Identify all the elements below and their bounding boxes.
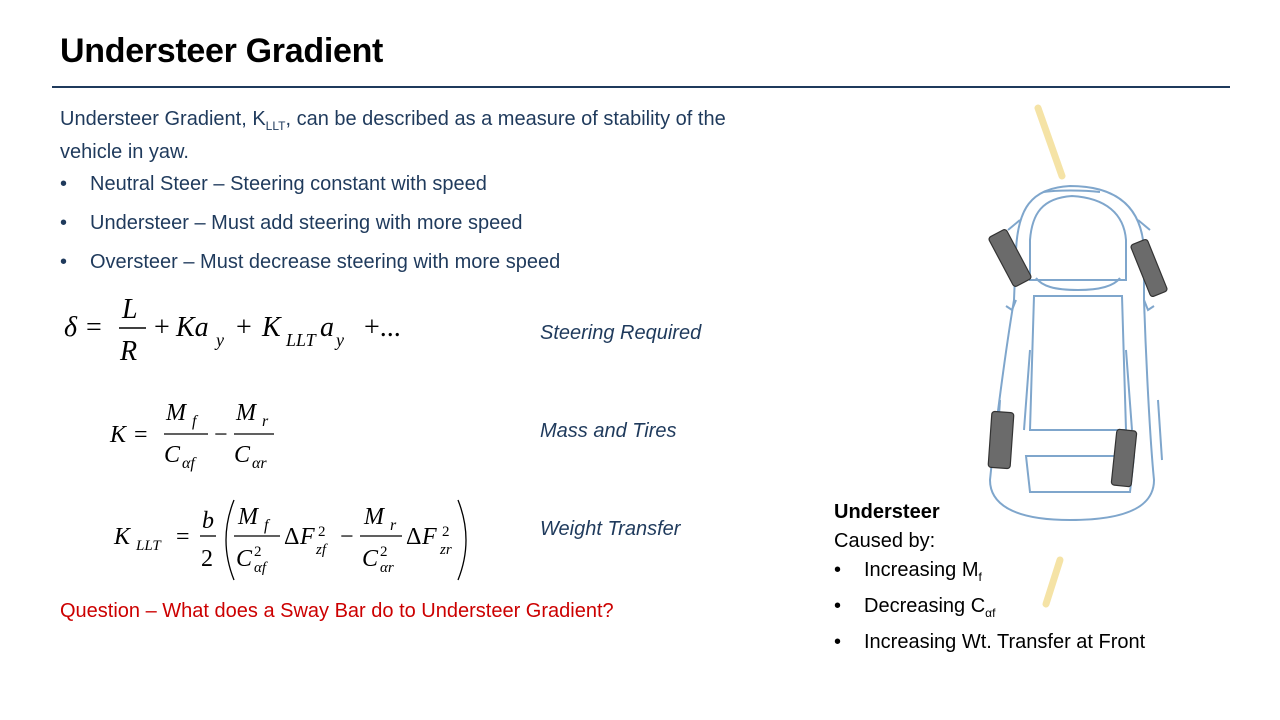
understeer-causes [834, 498, 1145, 657]
svg-text:δ: δ [64, 312, 78, 343]
svg-text:a: a [320, 312, 334, 343]
equation-weight-transfer [114, 494, 484, 591]
svg-text:+...: +... [364, 312, 401, 343]
list-item: • Neutral Steer – Steering constant with speed [60, 173, 487, 195]
svg-text:Ka: Ka [176, 312, 209, 343]
svg-text:LLT: LLT [136, 538, 161, 554]
bullet-icon: • [834, 631, 842, 653]
bullet-icon: • [834, 559, 842, 581]
definition-list [60, 171, 560, 288]
svg-text:K: K [262, 312, 281, 343]
svg-text:M: M [238, 504, 258, 530]
front-right-tire [1130, 239, 1168, 298]
front-left-tire [988, 229, 1032, 288]
list-item: • Decreasing $C_{\alpha f}$ [834, 592, 1145, 628]
svg-text:Δ: Δ [406, 524, 422, 550]
svg-text:C: C [362, 546, 379, 572]
svg-text:R: R [120, 336, 138, 367]
svg-text:−: − [340, 524, 354, 550]
svg-text:F: F [422, 524, 437, 550]
svg-text:+: + [154, 312, 170, 343]
list-item: • Increasing $M_f$ [834, 556, 1145, 592]
rear-left-tire [988, 411, 1014, 468]
title-divider [52, 86, 1230, 88]
list-item: • Oversteer – Must decrease steering with more speed [60, 251, 561, 273]
svg-text:zf: zf [316, 542, 327, 558]
svg-text:K: K [114, 524, 131, 550]
caused-by-label: Caused by: [834, 530, 936, 552]
svg-text:C: C [234, 442, 251, 468]
svg-text:αf: αf [254, 560, 267, 576]
svg-text:K: K [110, 422, 127, 448]
svg-text:LLT: LLT [286, 330, 316, 350]
svg-text:αr: αr [252, 455, 267, 472]
svg-text:=: = [176, 524, 190, 550]
svg-text:M: M [236, 400, 256, 426]
svg-text:b: b [202, 508, 214, 534]
svg-text:C: C [164, 442, 181, 468]
slide-title: Understeer Gradient [60, 32, 384, 70]
svg-text:M: M [364, 504, 384, 530]
svg-text:zr: zr [440, 542, 452, 558]
svg-text:f: f [264, 517, 269, 534]
svg-text:f: f [192, 413, 197, 430]
svg-text:y: y [216, 330, 224, 350]
causes-list [834, 556, 1145, 657]
equation-label-steering: Steering Required [540, 322, 702, 344]
intro-text [60, 106, 760, 165]
svg-text:2: 2 [254, 544, 262, 560]
equation-steering [64, 290, 424, 375]
svg-text:r: r [262, 413, 269, 430]
svg-text:=: = [134, 422, 148, 448]
intro-after: , can be described as a measure of stability of the vehicle in yaw. [60, 108, 726, 163]
svg-text:=: = [86, 312, 102, 343]
svg-text:−: − [214, 422, 228, 448]
svg-text:r: r [390, 517, 397, 534]
svg-text:y: y [336, 330, 344, 350]
svg-text:+: + [236, 312, 252, 343]
intro-before: Understeer Gradient, K [60, 108, 266, 130]
svg-text:F: F [300, 524, 315, 550]
svg-text:2: 2 [201, 546, 213, 572]
bullet-icon: • [834, 595, 842, 617]
understeer-heading: Understeer [834, 501, 940, 523]
bullet-icon: • [60, 173, 68, 195]
svg-text:M: M [166, 400, 186, 426]
intro-subscript: LLT [265, 119, 286, 133]
equation-label-mass-tires: Mass and Tires [540, 420, 677, 442]
equation-label-weight-transfer: Weight Transfer [540, 518, 681, 540]
svg-text:αr: αr [380, 560, 394, 576]
svg-text:2: 2 [318, 524, 326, 540]
svg-text:αf: αf [182, 455, 195, 472]
svg-text:Δ: Δ [284, 524, 300, 550]
svg-text:2: 2 [380, 544, 388, 560]
list-item: • Increasing Wt. Transfer at Front [834, 628, 1145, 657]
svg-text:2: 2 [442, 524, 450, 540]
question-text: Question – What does a Sway Bar do to Understeer Gradient? [60, 600, 614, 622]
bullet-icon: • [60, 251, 68, 273]
equation-mass-tires [110, 396, 310, 481]
bullet-icon: • [60, 212, 68, 234]
svg-text:L: L [122, 294, 138, 325]
trajectory-mark [1038, 108, 1062, 176]
svg-text:C: C [236, 546, 253, 572]
list-item: • Understeer – Must add steering with more speed [60, 212, 523, 234]
rear-right-tire [1111, 429, 1137, 487]
